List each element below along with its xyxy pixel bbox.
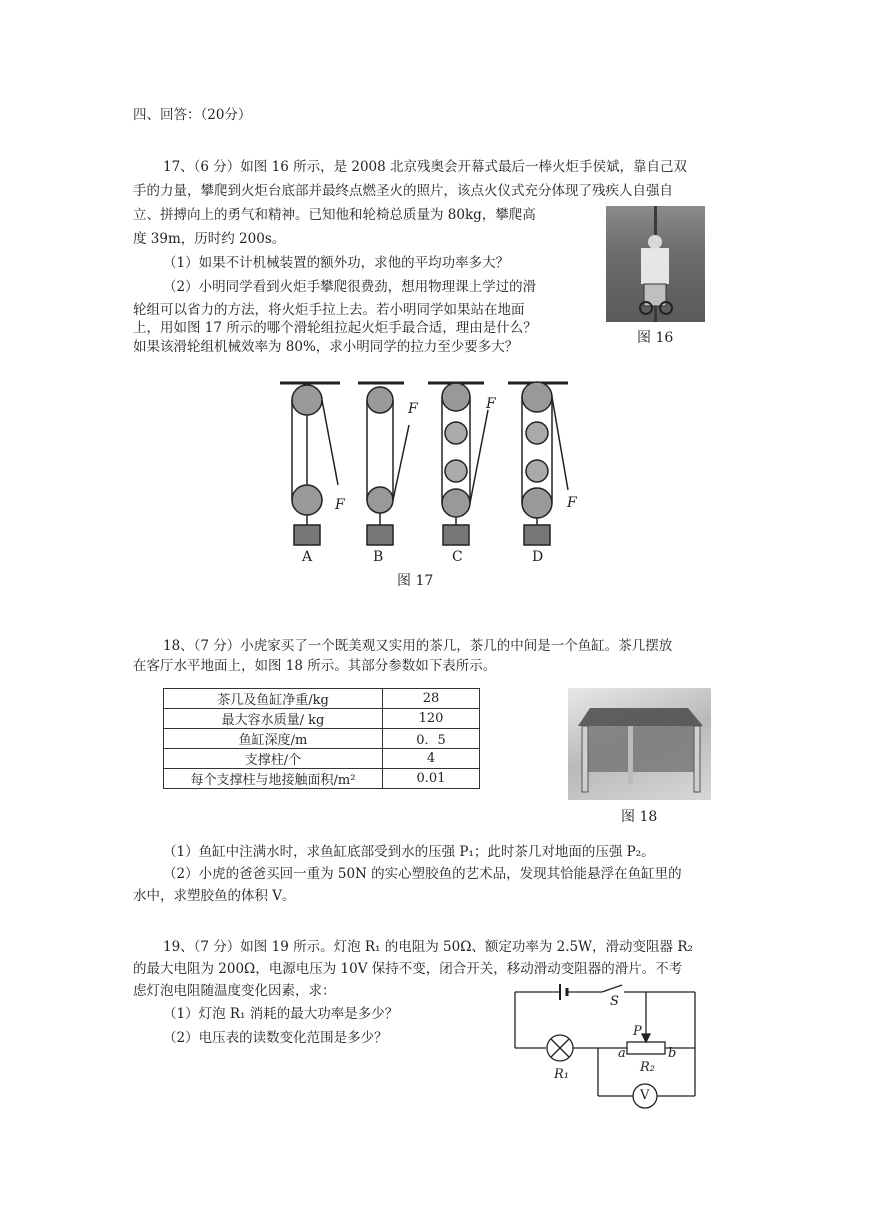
circuit-label-slider: P (633, 1024, 642, 1039)
force-label-c: F (486, 396, 496, 412)
force-label-d: F (567, 495, 577, 511)
circuit-label-r1: R₁ (554, 1067, 569, 1082)
circuit-label-a: a (618, 1046, 626, 1061)
table-cell-label: 最大容水质量/ kg (164, 709, 383, 729)
fig17-label-d: D (532, 549, 544, 565)
q18-sub-2-line-2: 水中，求塑胶鱼的体积 V。 (133, 888, 296, 904)
table-row (164, 729, 480, 749)
table-row (164, 769, 480, 789)
circuit-label-r2: R₂ (640, 1060, 655, 1075)
parameter-table (163, 688, 480, 789)
pulley-system-d (522, 382, 568, 545)
pulley-system-c (442, 383, 488, 545)
coffee-table-photo-art (568, 688, 711, 800)
force-label-a: F (335, 497, 345, 513)
fig17-caption: 图 17 (397, 573, 434, 589)
q17-sub-2-line-4: 如果该滑轮组机械效率为 80%，求小明同学的拉力至少要多大？ (133, 339, 519, 355)
table-row (164, 709, 480, 729)
table-cell-label: 每个支撑柱与地接触面积/m² (164, 769, 383, 789)
q19-line-3: 虑灯泡电阻随温度变化因素，求： (133, 983, 336, 999)
pulley-system-b (367, 387, 409, 545)
circuit-label-switch: S (610, 994, 619, 1009)
q19-sub-1: （1）灯泡 R₁ 消耗的最大功率是多少？ (163, 1006, 399, 1022)
fig17-label-b: B (373, 549, 384, 565)
fig17-label-a: A (302, 549, 313, 565)
table-cell-value: 0.01 (383, 769, 480, 789)
q19-line-2: 的最大电阻为 200Ω，电源电压为 10V 保持不变，闭合开关，移动滑动变阻器的滑片。不考 (133, 961, 683, 977)
table-cell-label: 支撑柱/个 (164, 749, 383, 769)
table-cell-value: 4 (383, 749, 480, 769)
torchbearer-photo-art (606, 206, 705, 322)
q17-sub-1: （1）如果不计机械装置的额外功，求他的平均功率多大？ (163, 255, 510, 271)
table-cell-label: 鱼缸深度/m (164, 729, 383, 749)
torchbearer-photo (606, 206, 705, 322)
q17-line-4: 度 39m，历时约 200s。 (133, 231, 286, 247)
table-cell-value: 28 (383, 689, 480, 709)
fig16-caption: 图 16 (637, 330, 674, 346)
q17-line-1: 17、（6 分）如图 16 所示，是 2008 北京残奥会开幕式最后一棒火炬手侯斌，靠自己双 (163, 159, 688, 175)
circuit-label-voltmeter: V (640, 1088, 650, 1103)
q18-sub-2-line-1: （2）小虎的爸爸买回一重为 50N 的实心塑胶鱼的艺术品，发现其恰能悬浮在鱼缸里的 (163, 866, 682, 882)
q19-sub-2: （2）电压表的读数变化范围是多少？ (163, 1030, 388, 1046)
coffee-table-photo (568, 688, 711, 800)
table-cell-value: 0．5 (383, 729, 480, 749)
table-cell-value: 120 (383, 709, 480, 729)
pulley-figure (270, 375, 600, 570)
table-cell-label: 茶几及鱼缸净重/kg (164, 689, 383, 709)
pulley-system-a (292, 385, 338, 545)
fig18-caption: 图 18 (621, 809, 658, 825)
q17-sub-2-line-3: 上，用如图 17 所示的哪个滑轮组拉起火炬手最合适，理由是什么？ (133, 320, 537, 336)
q19-line-1: 19、（7 分）如图 19 所示。灯泡 R₁ 的电阻为 50Ω、额定功率为 2.5W，滑动变阻器 R₂ (163, 939, 693, 955)
q17-line-3: 立、拼搏向上的勇气和精神。已知他和轮椅总质量为 80kg，攀爬高 (133, 207, 536, 223)
q17-sub-2-line-2: 轮组可以省力的方法，将火炬手拉上去。若小明同学如果站在地面 (133, 302, 525, 318)
table-row (164, 749, 480, 769)
section-heading: 四、回答：（20分） (133, 107, 252, 123)
circuit-label-b: b (668, 1046, 677, 1061)
q17-line-2: 手的力量，攀爬到火炬台底部并最终点燃圣火的照片，该点火仪式充分体现了残疾人自强自 (133, 183, 673, 199)
q18-sub-1: （1）鱼缸中注满水时，求鱼缸底部受到水的压强 P₁；此时茶几对地面的压强 P₂。 (163, 844, 655, 860)
q18-line-1: 18、（7 分）小虎家买了一个既美观又实用的茶几，茶几的中间是一个鱼缸。茶几摆放 (163, 638, 673, 654)
table-row (164, 689, 480, 709)
fig17-label-c: C (452, 549, 463, 565)
q18-line-2: 在客厅水平地面上，如图 18 所示。其部分参数如下表所示。 (133, 658, 497, 674)
q17-sub-2-line-1: （2）小明同学看到火炬手攀爬很费劲，想用物理课上学过的滑 (163, 279, 537, 295)
force-label-b: F (408, 401, 418, 417)
